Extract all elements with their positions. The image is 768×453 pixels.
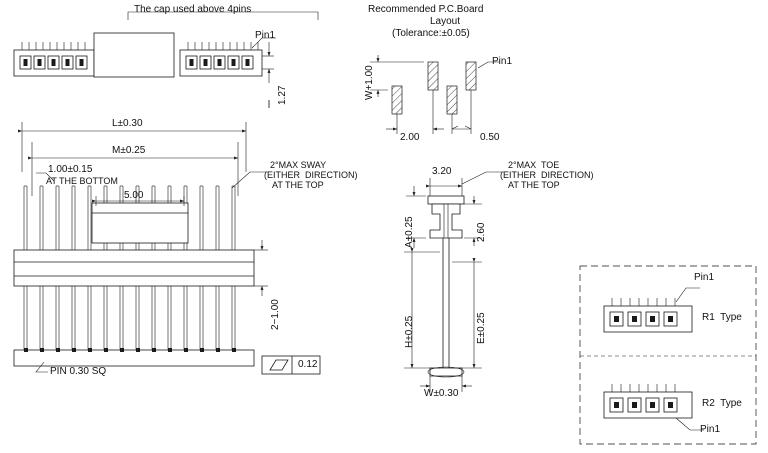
pcb-pin1-label: Pin1 — [492, 56, 513, 67]
pcb-dim-0-50: 0.50 — [480, 132, 500, 143]
sway-note-line3: AT THE TOP — [272, 180, 324, 190]
sway-note-line1: 2°MAX SWAY — [270, 160, 327, 170]
side-dim-2-60: 2.60 — [476, 222, 487, 242]
side-dim-H: H±0.25 — [404, 315, 415, 348]
r1-pin1-label: Pin1 — [694, 272, 715, 283]
side-dim-W: W±0.30 — [424, 388, 459, 399]
toe-note-line1: 2°MAX TOE — [508, 160, 560, 170]
pin-size-note: PIN 0.30 SQ — [50, 366, 107, 377]
toe-note-line2: (EITHER DIRECTION) — [500, 170, 594, 180]
side-dim-3-20: 3.20 — [432, 166, 452, 177]
r1-type-label: R1 Type — [702, 312, 742, 323]
pcb-title-line3: (Tolerance:±0.05) — [392, 28, 470, 39]
top-view-group — [14, 12, 318, 108]
cap-width-label: 5.00 — [124, 190, 144, 201]
side-view-group — [404, 172, 504, 392]
front-overall-M: M±0.25 — [112, 145, 146, 156]
side-dim-E: E±0.25 — [476, 312, 487, 344]
tail-tolerance-note: AT THE BOTTOM — [46, 176, 118, 186]
top-view-pin1-label: Pin1 — [255, 30, 276, 41]
pcb-dim-2-00: 2.00 — [400, 132, 420, 143]
body-height-label: 2−1.00 — [270, 299, 281, 330]
pcb-title-line1: Recommended P.C.Board — [368, 4, 484, 15]
toe-note-line3: AT THE TOP — [508, 180, 560, 190]
r2-type-label: R2 Type — [702, 398, 742, 409]
front-overall-L: L±0.30 — [112, 118, 143, 129]
pcb-title-line2: Layout — [430, 16, 461, 27]
types-box-group — [580, 266, 756, 444]
pitch-dim-label: 1.27 — [277, 85, 288, 105]
r2-pin1-label: Pin1 — [700, 424, 721, 435]
cap-note-label: The cap used above 4pins — [134, 4, 252, 15]
pcb-w-dim-label: W+1.00 — [364, 65, 375, 100]
flatness-value: 0.12 — [298, 359, 318, 370]
sway-note-line2: (EITHER DIRECTION) — [264, 170, 358, 180]
tail-tolerance-label: 1.00±0.15 — [48, 164, 93, 175]
pcb-layout-group — [370, 55, 500, 134]
side-dim-A: A±0.25 — [404, 216, 415, 248]
